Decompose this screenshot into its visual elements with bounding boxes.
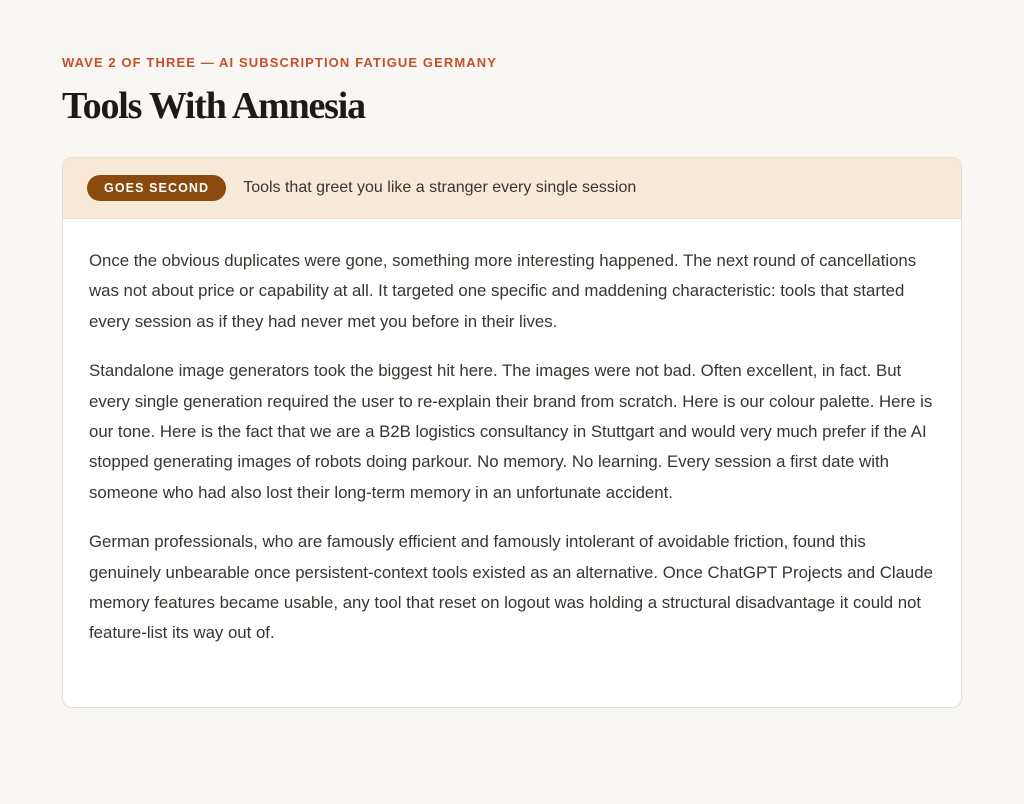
page-title: Tools With Amnesia <box>62 85 365 127</box>
card-header <box>63 158 961 219</box>
body-paragraph-1: Once the obvious duplicates were gone, something more interesting happened. The next round of cancellations was not about price or capability at all. It targeted one specific and maddening characteristic: tools that started every session as if they had never met you before in their lives. <box>89 251 917 331</box>
body-paragraph-2: Standalone image generators took the biggest hit here. The images were not bad. Often excellent, in fact. But every single generation required the user to re-explain their brand from scratch. Here is our colour palette. Here is our tone. Here is the fact that we are a B2B logistics consultancy in Stuttgart and would very much prefer if the AI stopped generating images of robots doing parkour. No memory. No learning. Every session a first date with someone who had also lost their long-term memory in an unfortunate accident. <box>89 361 933 502</box>
card-caption: Tools that greet you like a stranger every single session <box>243 179 637 196</box>
content-card <box>62 157 962 708</box>
body-paragraph-3: German professionals, who are famously efficient and famously intolerant of avoidable friction, found this genuinely unbearable once persistent-context tools existed as an alternative. Once ChatGPT Projects and Claude memory features became usable, any tool that reset on logout was holding a structural disadvantage it could not feature-list its way out of. <box>89 532 933 643</box>
card-body <box>63 219 961 649</box>
status-badge: GOES SECOND <box>87 175 226 201</box>
eyebrow-label: WAVE 2 OF THREE — AI SUBSCRIPTION FATIGUE GERMANY <box>62 55 498 70</box>
